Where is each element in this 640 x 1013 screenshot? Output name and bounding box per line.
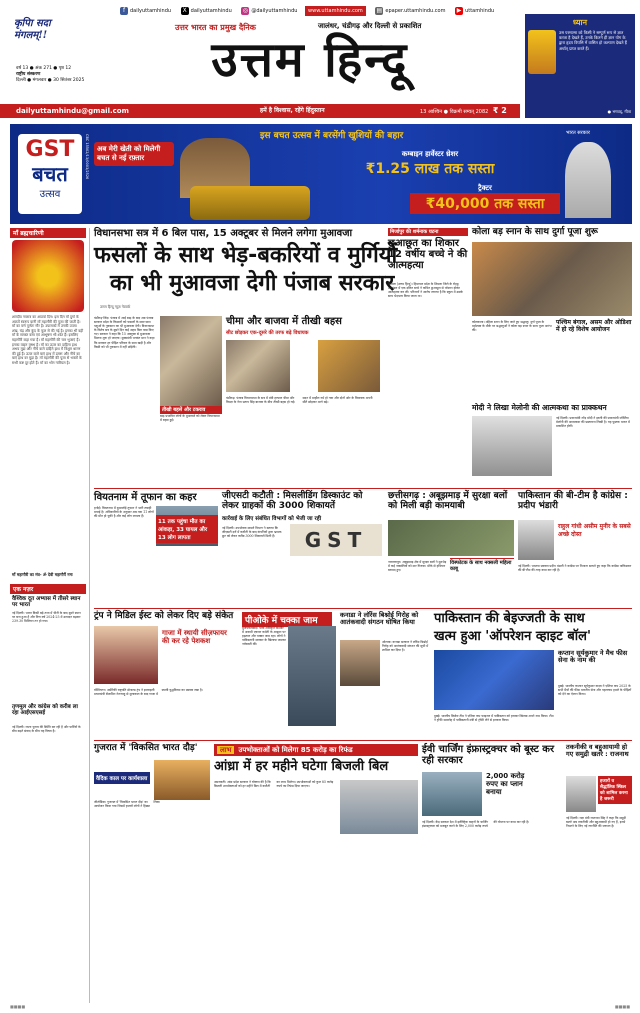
price: ₹ 2: [492, 106, 507, 115]
left-column-header: माँ ब्रह्मचारिणी: [10, 228, 86, 238]
gst-ad-gst: GST: [25, 137, 75, 162]
dateline: दिल्ली ● मंगलवार ● 30 सितंबर 2025: [16, 78, 85, 83]
main-photo: [160, 316, 222, 406]
bteam-body: नई दिल्ली। भाजपा प्रवक्ता प्रदीप भंडारी ने कांग्रेस पर निशाना साधते हुए कहा कि कांग्रेस पाकिस्तान की बी-टीम की तरह काम कर रही है।: [518, 564, 632, 573]
gst-ad-item1-value: ₹1.25 लाख तक सस्ता: [365, 161, 495, 177]
epaper-link[interactable]: epaper.uttamhindu.com: [385, 8, 446, 14]
main-photo-caption: तीखी बहसें और टकराव: [160, 406, 222, 414]
operation-photo: [434, 650, 554, 710]
canada-body: ओटावा। कनाडा सरकार ने लॉरेंस बिश्नोई गिरोह को आतंकवादी संगठन की सूची में शामिल कर दिया है।: [382, 640, 429, 653]
gst-story-body: नई दिल्ली। उपभोक्ता मामले विभाग ने बताया कि जीएसटी दरों में कटौती के बाद कंपनियों द्वारा भ्रामक छूट को लेकर करीब 3000 शिकायतें मिली हैं।: [222, 526, 282, 539]
andhra-photo: [340, 780, 418, 834]
tech-box: हजारों व सैद्धांतिक स्किल को शामिल करना है जरूरी: [598, 776, 632, 804]
trump-kicker: गाजा में स्थायी सीज़फायर की कर रहे पेशकश: [162, 629, 227, 645]
side-headline: चीमा और बाजवा में तीखी बहस: [226, 316, 342, 327]
andhra-headline: आंध्रा में हर महीने घटेगा बिजली बिल: [214, 759, 389, 774]
pok-photo: [288, 626, 336, 726]
gst-ad-bachat: बचत: [32, 162, 68, 186]
gst-ad: [10, 124, 632, 224]
issue-info: वर्ष 13 ● अंक 271 ● पृष्ठ 12: [16, 66, 72, 71]
brief1-text: नई दिल्ली। भारत किसी बड़े तथ्य में चीनी के बाद दूसरे स्थान पर बना हुआ है और वित्त वर्ष 2024-25 में उत्पादन बढ़कर 239.30 मिलियन टन हो गया।: [12, 611, 81, 624]
tech-photo: [566, 776, 596, 812]
left-divider: [89, 228, 90, 1003]
gst-story-letters: GST: [304, 528, 368, 552]
right1-kicker: मिर्जापुर की शर्मनाक घटना: [388, 228, 468, 236]
right-brief2-headline: कप्तान सूर्यकुमार ने मैच फीस सेना के नाम की: [558, 649, 628, 665]
bteam-photo: [518, 520, 554, 560]
gujarat-headline: गुजरात में 'विकसित भारत दौड़': [94, 743, 198, 753]
right1-headline: छुआछूत का शिकार 12 वर्षीय बच्चे ने की आत्महत्या: [388, 238, 468, 271]
chhattisgarh-headline: छत्तीसगढ़ : अबूझमाड़ में सुरक्षा बलों को मिली बड़ी कामयाबी: [388, 491, 508, 511]
ev-box: 2,000 करोड़ रुपए का प्लान बनाया: [486, 772, 525, 796]
right-brief2-body: दुबई। भारतीय कप्तान सूर्यकुमार यादव ने एशिया कप 2025 के सभी मैचों की फीस भारतीय सेना और पहलगाम हमले के पीड़ितों को देने का ऐलान किया।: [558, 684, 632, 697]
left-column-body: शारदीय नवरात्र का आठवां दिन। इस दिन माँ दुर्गा के आठवें स्वरूप यानी माँ महागौरी की पूजा की जाती है। माँ का वर्ण पूर्णतः गौर है। उपासकों में उनकी उपमा शंख, चंद्र और कुंद के फूल से की गई है। इनका भी वही माँ के समस्त वस्त्र एवं आभूषण भी श्वेत हैं। इसलिए महागौरी कहा गया है। माँ महागौरी की चार भुजाएं हैं। इनका वाहन वृषभ है। माँ का ऊपर का दाहिना हाथ अभय मुद्रा और नीचे वाले दाहिने हाथ में त्रिशूल धारण की हुई हैं। ऊपर वाले बाएं हाथ में डमरू और नीचे का बाएं हाथ वर मुद्रा है। माँ महागौरी की पूजा से भक्तों के सभी कष्ट दूर होते हैं। माँ का भोग नारियल है।: [12, 315, 84, 365]
brief2-text: नई दिल्ली। राज्य चुनाव की स्थिति बन रही है और पार्टियों के बीच बढ़ते संवाद के बीच यह विषय है।: [12, 725, 81, 734]
vietnam-headline: वियतनाम में तूफान का कहर: [94, 492, 197, 503]
facebook-icon[interactable]: f: [120, 7, 128, 15]
dhyan-text: उस परमात्मा को किसी ने सम्पूर्ण रूप से ज्ञात करता है देखते हैं, उनके कितने ही ज्ञान योग के द्वारा हृदय विपत्ति में वासित हो कल्याण देखते हैं अर्थात् प्राप्त करते हैं।: [559, 30, 627, 51]
chhattisgarh-box: विस्फोटक के साथ नक्सली महिला काबू: [450, 558, 514, 572]
trump-photo: [94, 626, 158, 684]
editions: जालंधर, चंडीगढ़ और दिल्ली से प्रकाशित: [318, 22, 422, 30]
youtube-icon[interactable]: ▶: [456, 7, 462, 14]
side-body: चंडीगढ़। पंजाब विधानसभा के सत्र में मंत्री हरपाल चीमा और विपक्ष के नेता प्रताप सिंह बाजवा के बीच तीखी बहस हो गई। सदन में माहौल गर्म हो गया और दोनों ओर के विधायक अपनी सीटें छोड़कर आगे बढ़े।: [226, 396, 373, 405]
right2-headline: कोला बड़ स्नान के साथ दुर्गा पूजा शुरू: [472, 227, 598, 237]
right2-body: कोलकाता। महिला स्नान के लिए जाते हुए श्रद्धालु। दुर्गा पूजा के महोत्सव के मौके पर श्रद्धालुओं ने कोला बड़ स्नान के साथ पूजा आरंभ की।: [472, 320, 552, 333]
hindu-date: 13 आश्विन ● विक्रमी सम्वत् 2082: [420, 109, 489, 115]
emblem-text: कृपाि सदा मंगलम्!!: [14, 18, 51, 41]
bteam-quote: राहुल गांधी असीम मुनीर के सबसे अच्छे दोस्त: [558, 523, 631, 538]
main-kicker: विधानसभा सत्र में 6 बिल पास, 15 अक्टूबर से मिलने लगेगा मुआवजा: [94, 228, 353, 239]
canada-photo: [340, 640, 380, 686]
tech-body: नई दिल्ली। रक्षा मंत्री राजनाथ सिंह ने कहा कि समुद्री खतरे अब तकनीकी और बहुआयामी हो गए हैं, इनसे निपटने के लिए नई रणनीति की जरूरत है।: [566, 816, 626, 829]
side-photo-2: [318, 340, 380, 392]
gst-ad-item1-name: कम्बाइन हार्वेस्टर थ्रेशर: [401, 150, 459, 158]
ev-headline: ईवी चार्जिंग इंफ्रास्ट्रक्चर को बूस्ट कर रही सरकार: [422, 744, 555, 766]
gst-ad-quote: अब मेरी खेती को मिलेगी बचत से नई रफ़्तार: [94, 142, 174, 166]
gst-ad-item2: [410, 184, 560, 214]
brief-header: एक नज़र: [10, 584, 86, 594]
gujarat-box: वैदिक काल पर कार्यशाला: [94, 772, 150, 784]
tech-headline: तकनीकी व बहुआयामी हो गए समुद्री खतरे : राजनाथ: [566, 743, 629, 759]
trump-body: वॉशिंगटन। अमेरिकी राष्ट्रपति डोनाल्ड ट्रंप ने इजराइली प्रधानमंत्री बेंजामिन नेतन्याहू से मुलाकात के बाद गाजा में स्थायी युद्धविराम का प्रस्ताव रखा है।: [94, 688, 203, 697]
gst-ad-code: CBC 15502/13/0003/2526: [85, 134, 89, 180]
social-bar: [120, 6, 520, 16]
gst-ad-pm-image: [565, 142, 611, 218]
side-sub: सीट छोड़कर एक-दूसरे की तरफ बढ़े विधायक: [226, 330, 309, 336]
facebook-handle[interactable]: dailyuttamhindu: [130, 8, 172, 14]
divider-3: [94, 740, 632, 741]
gst-ad-item1: [340, 150, 520, 178]
email[interactable]: dailyuttamhindu@gmail.com: [16, 107, 129, 115]
brief1-title: वैश्विक दूत अभ्यास में तीसरे स्थान पर भारत: [12, 596, 81, 609]
vietnam-body-2: [94, 566, 218, 606]
gujarat-photo: [154, 760, 210, 800]
divider-2: [94, 608, 632, 609]
main-photo-sub: बाढ़ प्रभावित लोगों के मुआवजे को लेकर विधानसभा में बहस हुई।: [160, 414, 220, 423]
modi-photo: [472, 416, 552, 476]
main-headline-2: का भी मुआवजा देगी पंजाब सरकार: [110, 271, 395, 296]
operation-body: दुबई। भारतीय क्रिकेट टीम ने एशिया कप फाइनल में पाकिस्तान को हराकर खिताब अपने नाम किया। टीम ने ट्रॉफी समारोह में पाकिस्तानी मंत्री से ट्रॉफी लेने से इनकार किया।: [434, 714, 554, 723]
slogan: हमें है विश्वास, रहेंगे हिंदुस्तान: [260, 107, 325, 114]
chhattisgarh-body: नारायणपुर। अबूझमाड़ क्षेत्र में सुरक्षा बलों ने मुठभेड़ में कई नक्सलियों को मार गिराया। मौके से हथियार बरामद हुए।: [388, 560, 447, 573]
website-link[interactable]: www.uttamhindu.com: [305, 6, 366, 16]
gst-ad-govt: भारत सरकार: [566, 130, 590, 136]
twitter-handle[interactable]: dailyuttamhindu: [190, 8, 232, 14]
side-photo-1: [226, 340, 290, 392]
modi-body: नई दिल्ली। प्रधानमंत्री नरेंद्र मोदी ने इटली की प्रधानमंत्री जॉर्जिया मेलोनी की आत्मकथा की प्रस्तावना लिखी है। यह पुस्तक भारत में प्रकाशित होगी।: [556, 416, 630, 429]
epaper-icon[interactable]: ▤: [376, 7, 383, 14]
right-brief-headline: पश्चिम बंगाल, असम और ओडिशा में हो रहे विशेष आयोजन: [556, 319, 632, 333]
masthead-title: उत्तम हिन्दू: [211, 32, 409, 88]
edition-type: राष्ट्रीय संस्करण: [16, 72, 41, 77]
goddess-image: [12, 240, 84, 312]
andhra-banner-tag: लाभ: [217, 746, 234, 754]
gst-story-graphic: [290, 524, 382, 556]
modi-headline: मोदी ने लिखा मेलोनी की आत्मकथा का प्राक्कथन: [472, 403, 607, 412]
instagram-icon[interactable]: ◎: [242, 7, 248, 14]
chhattisgarh-photo: [388, 520, 514, 556]
andhra-banner-text: उपभोक्ताओं को मिलेगा 85 करोड़ का रिफंड: [238, 746, 353, 754]
gst-ad-item2-name: ट्रैक्टर: [478, 184, 492, 192]
canada-headline: कनाडा ने लॉरेंस बिश्नोई गिरोह को आतंकवादी संगठन घोषित किया: [340, 611, 419, 627]
tagline: उत्तर भारत का प्रमुख दैनिक: [175, 23, 256, 32]
gujarat-body: जीतोडिया। गुजरात में 'विकसित भारत दौड़' का आयोजन किया गया जिसमें हजारों लोगों ने हिस्सा लिया।: [94, 800, 161, 809]
dhyan-box: [525, 14, 635, 118]
operation-headline-2: खत्म हुआ 'ऑपरेशन व्हाइट बॉल': [434, 629, 591, 644]
left-column-mantra: माँ महागौरी का मंत्र- ॐ देवी महागौर्यै नमः: [12, 572, 73, 577]
trump-headline: ट्रंप ने मिडिल ईस्ट को लेकर दिए बड़े संकेत: [94, 611, 234, 621]
main-byline: उत्तम हिन्दू न्यूज़ नेटवर्क: [100, 305, 131, 309]
gst-ad-headline: इस बचत उत्सव में बरसेंगी खुशियों की बहार: [260, 131, 404, 141]
registration-marks: [10, 1004, 630, 1010]
gst-ad-item2-value: ₹40,000 तक सस्ता: [410, 193, 560, 214]
cmyk-mark-left: ■■■■: [10, 1004, 26, 1009]
youtube-handle[interactable]: uttamhindu: [465, 8, 495, 14]
gst-ad-utsav: उत्सव: [39, 189, 61, 200]
vietnam-body: हनोई। वियतनाम में बुआलोई तूफान ने भारी तबाही मचाई है। अधिकारियों के अनुसार अब तक 11 लोगों की मौत हो चुकी है और कई लोग लापता हैं।: [94, 506, 154, 519]
divider-1: [94, 488, 632, 489]
bteam-headline: पाकिस्तान की बी-टीम है कांग्रेस : प्रदीप भंडारी: [518, 491, 628, 511]
main-headline-1: फसलों के साथ भेड़-बकरियों व मुर्गियों: [94, 243, 398, 268]
pok-body: मुजफ्फराबाद। पाक अधिकृत कश्मीर में अवामी एक्शन कमेटी के आह्वान पर हड़ताल और चक्का जाम रहा। लोगों ने पाकिस्तानी सरकार के खिलाफ जमकर नारेबाजी की।: [242, 626, 286, 647]
brief2-title: तृणमूल और कांग्रेस को करीब ला रहा आईएसएसई: [12, 704, 78, 717]
pok-headline: पीओके में चक्का जाम: [242, 612, 332, 627]
gst-story-headline: जीएसटी कटौती : मिसलीडिंग डिस्काउंट को लेकर ग्राहकों की 3000 शिकायतें: [222, 491, 363, 511]
instagram-handle[interactable]: @dailyuttamhindu: [251, 8, 298, 14]
vietnam-flag: 11 तक पहुंचा मौत का आंकड़ा, 33 घायल और 13 लोग लापता: [156, 515, 218, 543]
twitter-icon[interactable]: X: [182, 7, 187, 14]
right1-body: शिमला (उत्तम हिन्दू)। हिमाचल प्रदेश के शिमला जिले के रोहड़ू उपमंडल में एक दलित बच्चे ने कथित छुआछूत से परेशान होकर आत्महत्या कर ली। परिजनों ने आरोप लगाया है कि स्कूल में उसके साथ भेदभाव किया जाता था।: [388, 282, 463, 299]
andhra-banner: [214, 744, 418, 756]
emblem: [14, 18, 76, 62]
gst-story-sub: कार्रवाई के लिए संबंधित विभागों को भेजी जा रही: [222, 516, 322, 522]
ev-photo: [422, 772, 482, 816]
dhyan-source: ● भगवद्, गीता: [607, 109, 631, 114]
cmyk-mark-right: ■■■■: [614, 1004, 630, 1009]
gst-ad-badge: [18, 134, 82, 214]
right2-photo: [472, 242, 632, 316]
dhyan-label: ध्यान: [572, 18, 588, 27]
masthead-info: [16, 66, 126, 84]
date-price: [420, 105, 507, 118]
operation-headline-1: पाकिस्तान की बेइज्जती के साथ: [434, 611, 585, 626]
main-body: चंडीगढ़-जिंद। पंजाब में आई बाढ़ के बाद अब पंजाब सरकार प्रदेश के किसानों को फसलों के साथ-साथ पशुओं के नुकसान का भी मुआवजा देगी। विधानसभा के विशेष सत्र के दूसरे दिन कई अहम बिल पास किए गए। सरकार ने कहा कि 15 अक्टूबर से मुआवजा मिलना शुरू हो जाएगा। मुख्यमंत्री भगवंत मान ने कहा कि सरकार हर पीड़ित परिवार के साथ खड़ी है और किसी को भी नुकसान में नहीं छोड़ेगी।: [94, 316, 155, 349]
gst-ad-tractor-image: [190, 186, 310, 220]
ev-body: नई दिल्ली। केंद्र सरकार देश में इलेक्ट्रिक वाहनों के चार्जिंग इंफ्रास्ट्रक्चर को मजबूत करने के लिए 2,000 करोड़ रुपये की योजना पर काम कर रही है।: [422, 820, 530, 829]
andhra-body: अमरावती। आंध्र प्रदेश सरकार ने घोषणा की है कि बिजली उपभोक्ताओं को हर महीने बिल में कटौती का लाभ मिलेगा। उपभोक्ताओं को कुल 85 करोड़ रुपये का रिफंड दिया जाएगा।: [214, 780, 334, 789]
dhyan-image: [528, 30, 556, 74]
